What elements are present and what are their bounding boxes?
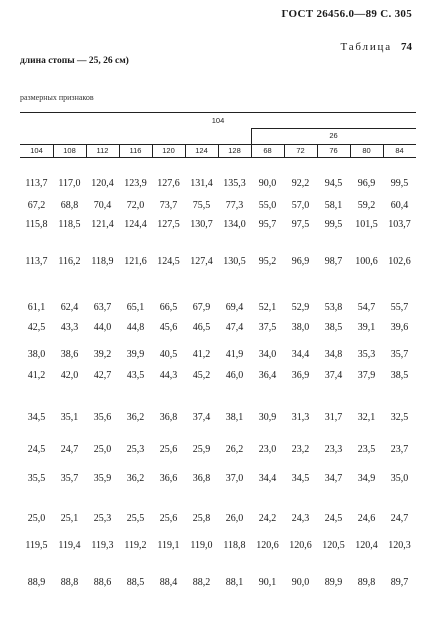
table-cell: 23,0 — [258, 444, 277, 455]
table-cell: 116,2 — [58, 256, 81, 267]
column-header: 128 — [228, 146, 241, 155]
table-cell: 39,2 — [93, 349, 112, 360]
table-cell: 60,4 — [390, 200, 409, 211]
table-cell: 118,9 — [91, 256, 114, 267]
table-cell: 25,3 — [126, 444, 145, 455]
table-cell: 119,3 — [91, 540, 114, 551]
table-cell: 95,2 — [258, 256, 277, 267]
table-cell: 38,0 — [291, 322, 310, 333]
table-cell: 119,4 — [58, 540, 81, 551]
table-cell: 89,7 — [390, 577, 409, 588]
table-cell: 120,5 — [322, 540, 345, 551]
column-header: 80 — [362, 146, 371, 155]
column-header: 120 — [162, 146, 175, 155]
table-cell: 36,2 — [126, 412, 145, 423]
table-cell: 55,7 — [390, 302, 409, 313]
table-cell: 35,7 — [390, 349, 409, 360]
table-cell: 37,9 — [357, 370, 376, 381]
table-cell: 119,5 — [25, 540, 48, 551]
table-cell: 59,2 — [357, 200, 376, 211]
table-cell: 69,4 — [225, 302, 244, 313]
table-cell: 127,4 — [190, 256, 213, 267]
table-cell: 96,9 — [357, 178, 376, 189]
table-cell: 119,2 — [124, 540, 147, 551]
table-cell: 90,0 — [258, 178, 277, 189]
table-cell: 36,9 — [291, 370, 310, 381]
table-cell: 89,9 — [324, 577, 343, 588]
table-cell: 119,0 — [190, 540, 213, 551]
column-header: 112 — [96, 146, 109, 155]
table-cell: 45,2 — [192, 370, 211, 381]
table-cell: 119,1 — [157, 540, 180, 551]
table-cell: 120,6 — [289, 540, 312, 551]
table-cell: 31,3 — [291, 412, 310, 423]
table-cell: 42,0 — [60, 370, 79, 381]
table-cell: 63,7 — [93, 302, 112, 313]
table-cell: 88,6 — [93, 577, 112, 588]
table-cell: 88,1 — [225, 577, 244, 588]
table-cell: 72,0 — [126, 200, 145, 211]
table-cell: 41,2 — [27, 370, 46, 381]
table-cell: 90,0 — [291, 577, 310, 588]
table-cell: 25,5 — [126, 513, 145, 524]
table-cell: 26,2 — [225, 444, 244, 455]
table-cell: 39,6 — [390, 322, 409, 333]
table-cell: 35,0 — [390, 473, 409, 484]
table-cell: 102,6 — [388, 256, 411, 267]
table-cell: 36,6 — [159, 473, 178, 484]
table-cell: 100,6 — [355, 256, 378, 267]
table-cell: 36,4 — [258, 370, 277, 381]
table-cell: 120,4 — [91, 178, 114, 189]
header-rule-bottom — [20, 157, 416, 158]
table-cell: 131,4 — [190, 178, 213, 189]
table-cell: 99,5 — [390, 178, 409, 189]
table-cell: 32,1 — [357, 412, 376, 423]
table-cell: 134,0 — [223, 219, 246, 230]
table-cell: 36,8 — [192, 473, 211, 484]
table-cell: 88,2 — [192, 577, 211, 588]
column-header: 108 — [63, 146, 76, 155]
table-cell: 34,5 — [291, 473, 310, 484]
table-cell: 30,9 — [258, 412, 277, 423]
table-cell: 34,7 — [324, 473, 343, 484]
table-cell: 35,7 — [60, 473, 79, 484]
table-cell: 35,1 — [60, 412, 79, 423]
table-cell: 130,7 — [190, 219, 213, 230]
table-cell: 117,0 — [58, 178, 81, 189]
table-cell: 65,1 — [126, 302, 145, 313]
table-cell: 34,0 — [258, 349, 277, 360]
table-cell: 75,5 — [192, 200, 211, 211]
group-label-26: 26 — [329, 131, 338, 140]
table-cell: 88,4 — [159, 577, 178, 588]
table-cell: 37,4 — [324, 370, 343, 381]
group-rule — [251, 128, 416, 129]
table-cell: 52,1 — [258, 302, 277, 313]
column-header: 84 — [395, 146, 404, 155]
page-header: ГОСТ 26456.0—89 С. 305 — [281, 8, 412, 20]
table-cell: 121,6 — [124, 256, 147, 267]
table-cell: 55,0 — [258, 200, 277, 211]
column-header: 124 — [195, 146, 208, 155]
table-cell: 66,5 — [159, 302, 178, 313]
table-cell: 124,4 — [124, 219, 147, 230]
table-cell: 73,7 — [159, 200, 178, 211]
table-cell: 31,7 — [324, 412, 343, 423]
table-cell: 35,9 — [93, 473, 112, 484]
table-cell: 25,9 — [192, 444, 211, 455]
table-cell: 26,0 — [225, 513, 244, 524]
table-cell: 42,7 — [93, 370, 112, 381]
table-cell: 113,7 — [25, 256, 48, 267]
table-cell: 77,3 — [225, 200, 244, 211]
table-cell: 58,1 — [324, 200, 343, 211]
table-cell: 44,8 — [126, 322, 145, 333]
table-cell: 24,3 — [291, 513, 310, 524]
column-header: 76 — [329, 146, 338, 155]
table-cell: 34,4 — [258, 473, 277, 484]
table-cell: 99,5 — [324, 219, 343, 230]
table-cell: 95,7 — [258, 219, 277, 230]
table-cell: 70,4 — [93, 200, 112, 211]
table-cell: 124,5 — [157, 256, 180, 267]
table-cell: 41,9 — [225, 349, 244, 360]
table-cell: 43,5 — [126, 370, 145, 381]
table-cell: 98,7 — [324, 256, 343, 267]
table-cell: 25,3 — [93, 513, 112, 524]
table-cell: 25,6 — [159, 513, 178, 524]
table-cell: 57,0 — [291, 200, 310, 211]
table-cell: 23,2 — [291, 444, 310, 455]
table-cell: 34,9 — [357, 473, 376, 484]
table-cell: 23,7 — [390, 444, 409, 455]
table-cell: 24,5 — [27, 444, 46, 455]
table-cell: 54,7 — [357, 302, 376, 313]
table-cell: 90,1 — [258, 577, 277, 588]
table-cell: 35,5 — [27, 473, 46, 484]
table-cell: 40,5 — [159, 349, 178, 360]
table-cell: 24,7 — [60, 444, 79, 455]
table-cell: 37,5 — [258, 322, 277, 333]
table-cell: 96,9 — [291, 256, 310, 267]
table-cell: 37,0 — [225, 473, 244, 484]
table-cell: 34,4 — [291, 349, 310, 360]
table-cell: 46,5 — [192, 322, 211, 333]
table-cell: 101,5 — [355, 219, 378, 230]
table-cell: 42,5 — [27, 322, 46, 333]
table-cell: 39,9 — [126, 349, 145, 360]
table-cell: 24,5 — [324, 513, 343, 524]
column-header: 68 — [263, 146, 272, 155]
table-cell: 92,2 — [291, 178, 310, 189]
table-cell: 43,3 — [60, 322, 79, 333]
column-header: 104 — [30, 146, 43, 155]
table-cell: 53,8 — [324, 302, 343, 313]
table-cell: 120,4 — [355, 540, 378, 551]
table-cell: 35,6 — [93, 412, 112, 423]
table-cell: 88,8 — [60, 577, 79, 588]
table-cell: 38,6 — [60, 349, 79, 360]
table-top-rule — [20, 112, 416, 113]
table-cell: 121,4 — [91, 219, 114, 230]
table-subheading: размерных признаков — [20, 93, 94, 102]
table-cell: 38,5 — [390, 370, 409, 381]
table-cell: 88,9 — [27, 577, 46, 588]
table-cell: 135,3 — [223, 178, 246, 189]
table-cell: 120,3 — [388, 540, 411, 551]
table-cell: 115,8 — [25, 219, 48, 230]
table-cell: 127,6 — [157, 178, 180, 189]
column-header: 116 — [129, 146, 142, 155]
table-cell: 32,5 — [390, 412, 409, 423]
table-cell: 37,4 — [192, 412, 211, 423]
table-cell: 61,1 — [27, 302, 46, 313]
table-cell: 67,9 — [192, 302, 211, 313]
table-cell: 44,3 — [159, 370, 178, 381]
table-cell: 52,9 — [291, 302, 310, 313]
table-cell: 25,8 — [192, 513, 211, 524]
table-cell: 24,2 — [258, 513, 277, 524]
table-cell: 25,0 — [93, 444, 112, 455]
table-cell: 34,5 — [27, 412, 46, 423]
table-cell: 35,3 — [357, 349, 376, 360]
table-cell: 39,1 — [357, 322, 376, 333]
table-cell: 34,8 — [324, 349, 343, 360]
table-cell: 25,6 — [159, 444, 178, 455]
table-cell: 62,4 — [60, 302, 79, 313]
table-cell: 38,0 — [27, 349, 46, 360]
table-cell: 44,0 — [93, 322, 112, 333]
column-header: 72 — [296, 146, 305, 155]
table-cell: 97,5 — [291, 219, 310, 230]
table-cell: 45,6 — [159, 322, 178, 333]
table-cell: 23,3 — [324, 444, 343, 455]
table-cell: 38,1 — [225, 412, 244, 423]
table-cell: 120,6 — [256, 540, 279, 551]
table-cell: 68,8 — [60, 200, 79, 211]
table-cell: 88,5 — [126, 577, 145, 588]
table-cell: 36,2 — [126, 473, 145, 484]
table-cell: 23,5 — [357, 444, 376, 455]
table-label: Таблица — [340, 41, 392, 53]
table-cell: 118,8 — [223, 540, 246, 551]
table-number: 74 — [401, 41, 412, 53]
table-cell: 94,5 — [324, 178, 343, 189]
table-cell: 25,1 — [60, 513, 79, 524]
table-cell: 89,8 — [357, 577, 376, 588]
table-caption: длина стопы — 25, 26 см) — [20, 56, 129, 66]
table-cell: 25,0 — [27, 513, 46, 524]
group-label-104: 104 — [211, 116, 225, 125]
table-cell: 36,8 — [159, 412, 178, 423]
table-cell: 123,9 — [124, 178, 147, 189]
table-cell: 24,6 — [357, 513, 376, 524]
table-cell: 47,4 — [225, 322, 244, 333]
table-cell: 38,5 — [324, 322, 343, 333]
data-table — [20, 0, 416, 632]
table-cell: 130,5 — [223, 256, 246, 267]
table-cell: 113,7 — [25, 178, 48, 189]
table-cell: 67,2 — [27, 200, 46, 211]
table-cell: 46,0 — [225, 370, 244, 381]
table-cell: 118,5 — [58, 219, 81, 230]
table-cell: 24,7 — [390, 513, 409, 524]
table-cell: 41,2 — [192, 349, 211, 360]
table-cell: 103,7 — [388, 219, 411, 230]
table-cell: 127,5 — [157, 219, 180, 230]
